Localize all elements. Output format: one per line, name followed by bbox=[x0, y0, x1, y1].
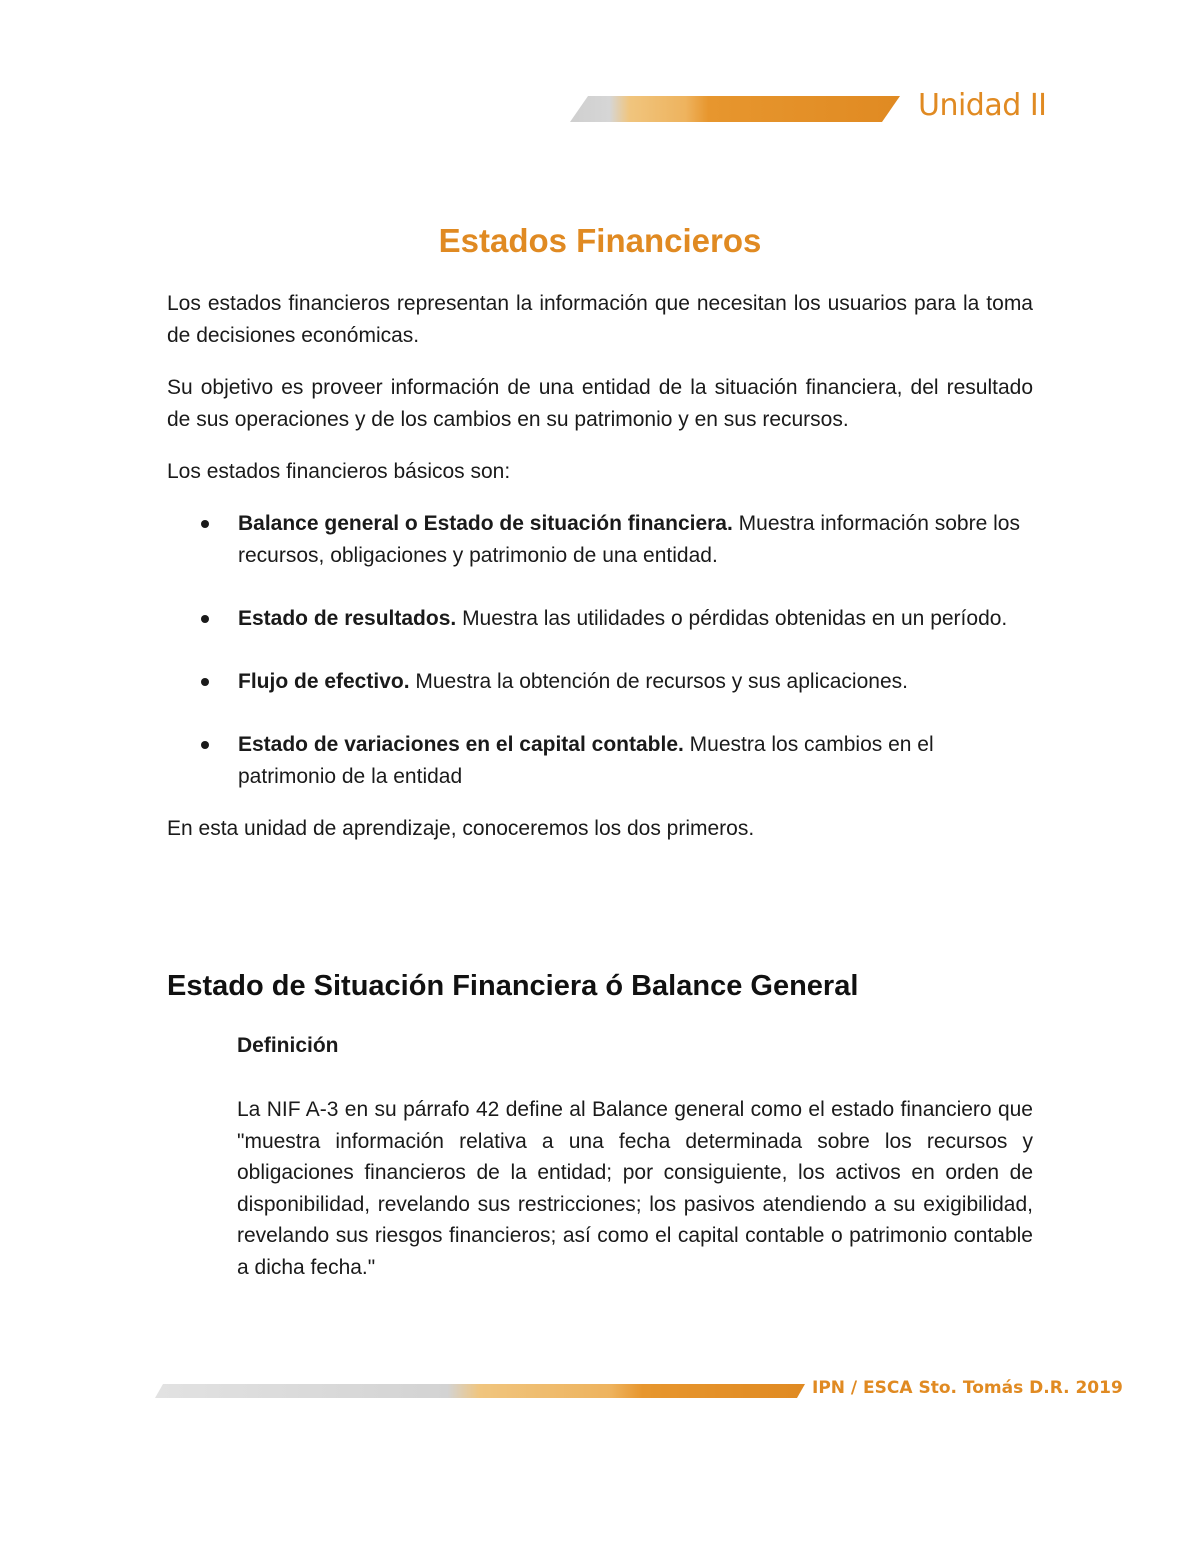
list-item-term: Estado de variaciones en el capital contable. bbox=[238, 733, 684, 756]
list-item-term: Balance general o Estado de situación financiera. bbox=[238, 512, 733, 535]
main-content bbox=[167, 288, 1033, 865]
list-item bbox=[167, 729, 1033, 793]
definition-text: La NIF A-3 en su párrafo 42 define al Balance general como el estado financiero que "muestra información relativa a una fecha determinada sobre los recursos y obligaciones financieros de la entidad; por consiguiente, los activos en orden de disponibilidad, revelando sus restricciones; los pasivos atendiendo a su exigibilidad, revelando sus riesgos financieros; así como el capital contable o patrimonio contable a dicha fecha." bbox=[237, 1098, 1033, 1279]
section-title: Estado de Situación Financiera ó Balance General bbox=[167, 970, 859, 1002]
list-item-term: Estado de resultados. bbox=[238, 607, 457, 630]
unit-label: Unidad II bbox=[918, 88, 1047, 123]
list-item-text: Muestra información sobre los recursos, obligaciones y patrimonio de una entidad. bbox=[238, 512, 1020, 567]
paragraph-basics: Los estados financieros básicos son: bbox=[167, 460, 511, 483]
definition-title: Definición bbox=[237, 1034, 339, 1057]
bullet-icon bbox=[201, 615, 209, 623]
list-item-text: Muestra las utilidades o pérdidas obtenidas en un período. bbox=[456, 607, 1008, 630]
bullet-icon bbox=[201, 678, 209, 686]
list-item-term: Flujo de efectivo. bbox=[238, 670, 410, 693]
list-item-text: Muestra la obtención de recursos y sus aplicaciones. bbox=[409, 670, 908, 693]
footer-text: IPN / ESCA Sto. Tomás D.R. 2019 bbox=[812, 1378, 1123, 1398]
bullet-icon bbox=[201, 741, 209, 749]
footer-decorative-stripe bbox=[155, 1384, 805, 1398]
list-item bbox=[167, 603, 1033, 635]
bullet-icon bbox=[201, 520, 209, 528]
paragraph-objective: Su objetivo es proveer información de una entidad de la situación financiera, del resultado de sus operaciones y de los cambios en su patrimonio y en sus recursos. bbox=[167, 376, 1033, 431]
paragraph-closing: En esta unidad de aprendizaje, conoceremos los dos primeros. bbox=[167, 817, 755, 840]
list-item bbox=[167, 666, 1033, 698]
list-item bbox=[167, 508, 1033, 572]
financial-statements-list bbox=[167, 508, 1033, 793]
page-title: Estados Financieros bbox=[438, 222, 762, 259]
list-item-text: Muestra los cambios en el patrimonio de la entidad bbox=[238, 733, 934, 788]
header-decorative-stripe bbox=[570, 96, 900, 122]
paragraph-intro: Los estados financieros representan la información que necesitan los usuarios para la toma de decisiones económicas. bbox=[167, 292, 1033, 347]
